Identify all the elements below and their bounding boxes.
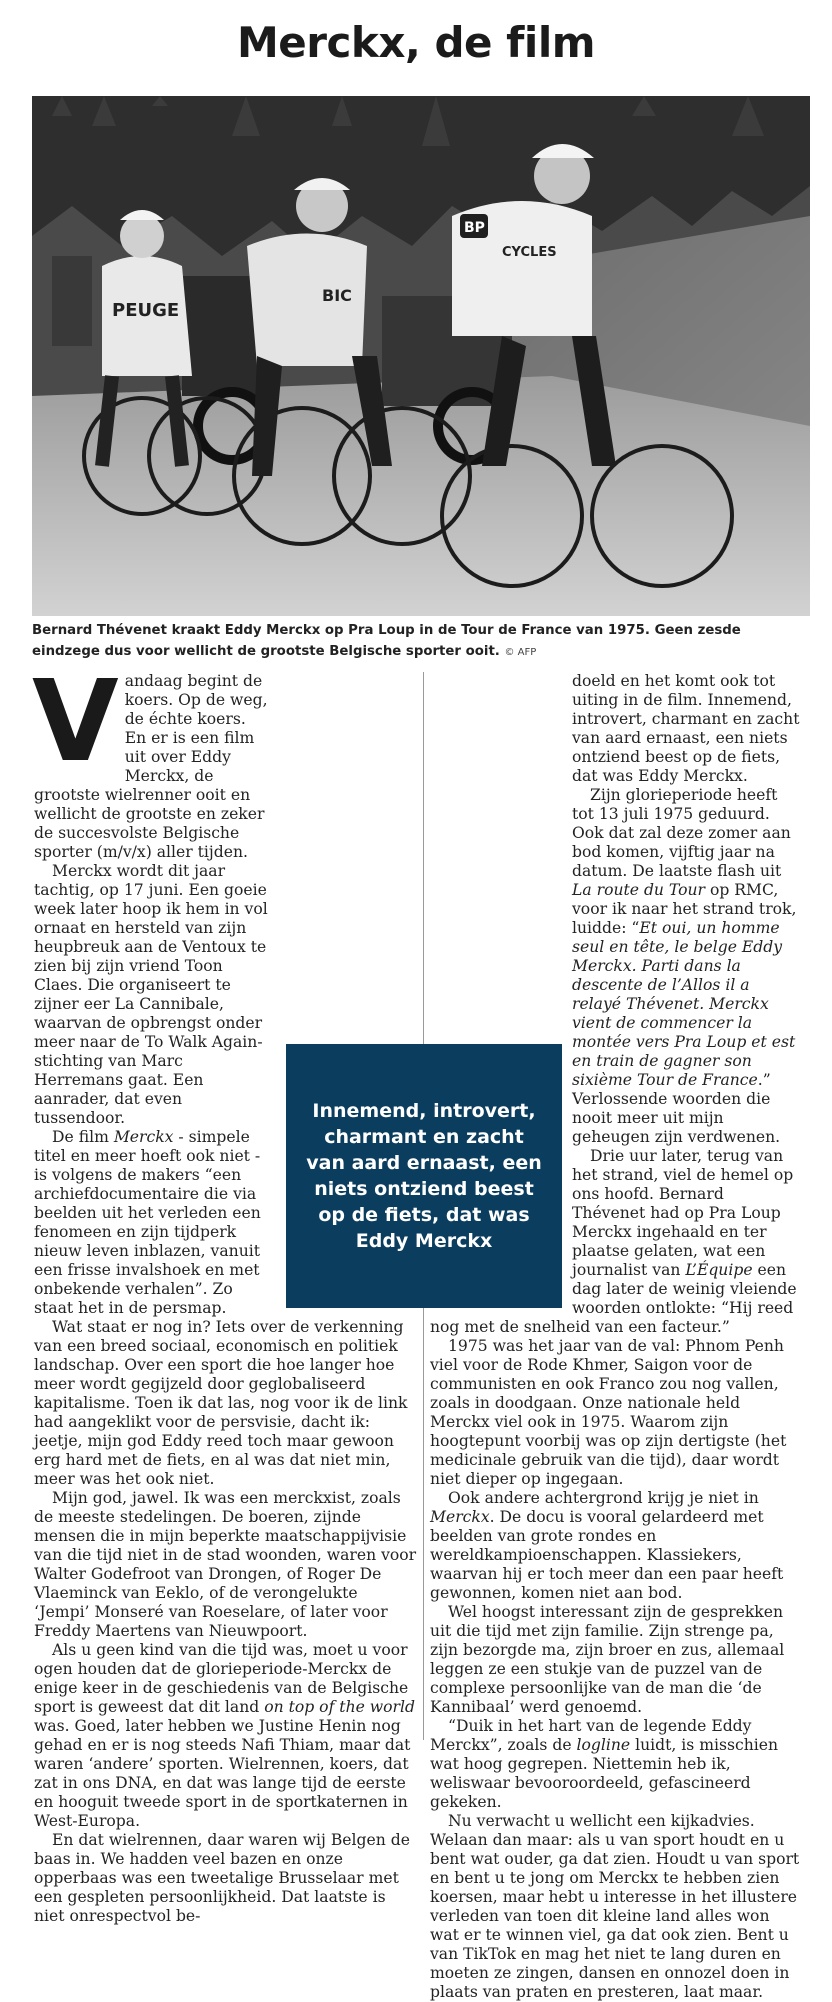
paragraph-2: Merckx wordt dit jaar tachtig, op 17 juni. Een goeie week later hoop ik hem in vol ornaat en hersteld van zijn heupbreuk aan de Ventoux te zien bij zijn vriend Toon Claes. Die organiseert te zijner eer La Cannibale, waarvan de opbrengst onder meer naar de To Walk Again-stichting van Marc Herremans gaat. Een aanrader, dat even tussendoor.	[34, 862, 268, 1127]
cycling-photo	[32, 96, 810, 616]
dropcap: V	[32, 657, 119, 787]
jersey-cycles: CYCLES	[502, 245, 557, 260]
pull-quote-text: Innemend, introvert, charmant en zacht van aard ernaast, een niets ontziend beest op de fiets, dat was Eddy Merckx	[306, 1100, 542, 1252]
paragraph-3: De film Merckx - simpele titel en meer hoeft ook niet - is volgens de makers “een archiefdocumentaire die via beelden uit het verleden een fenomeen en zijn tijdperk nieuw leven inblazen, vanuit een frisse invalshoek en met onbekende verhalen”. Zo staat het in de persmap.	[34, 1128, 261, 1317]
photo-caption	[32, 620, 810, 663]
jersey-peugeot: PEUGE	[112, 300, 180, 321]
paragraph-1: Vandaag begint de koers. Op de weg, de échte koers. En er is een film uit over Eddy Merckx, de grootste wielrenner ooit en wellicht de grootste en zeker de succesvolste Belgische sporter (m/v/x) aller tijden.	[32, 657, 268, 861]
paragraph-r8: Nu verwacht u wellicht een kijkadvies. Welaan dan maar: als u van sport houdt en u bent wat ouder, ga dat zien. Houdt u van sport en bent u te jong om Merckx te hebben zien koersen, maar hebt u interesse in het illustere verleden van toen dit kleine land alles won wat er te winnen viel, ga dat ook zien. Bent u van TikTok en mag het niet te lang duren en moeten ze zingen, dansen en onnozel doen in plaats van praten en presteren, laat maar.	[430, 1812, 800, 2001]
paragraph-r3: Drie uur later, terug van het strand, viel de hemel op ons hoofd. Bernard Thévenet had op Pra Loup Merckx ingehaald en ter plaatse gelaten, wat een journalist van L’Équipe een dag later de weinig vleiende woorden ontlokte: “Hij reed nog met de snelheid van een facteur.”	[430, 1147, 797, 1336]
paragraph-4: Wat staat er nog in? Iets over de verkenning van een breed sociaal, economisch en politiek landschap. Over een sport die hoe langer hoe meer wordt gegijzeld door geglobaliseerd kapitalisme. Toen ik dat las, nog voor ik de link had aangeklikt voor de persvisie, dacht ik: jeetje, mijn god Eddy reed toch maar gewoon erg hard met de fiets, en al was dat niet min, meer was het ook niet.	[34, 1318, 408, 1488]
paragraph-6: Als u geen kind van die tijd was, moet u voor ogen houden dat de glorieperiode-Merckx de enige keer in de geschiedenis van de Belgische sport is geweest dat dit land on top of the world was. Goed, later hebben we Justine Henin nog gehad en er is nog steeds Nafi Thiam, maar dat waren ‘andere’ sporten. Wielrennen, koers, dat zat in ons DNA, en dat was lange tijd de eerste en hooguit tweede sport in de sportkaternen in West-Europa.	[34, 1641, 415, 1830]
paragraph-r1: doeld en het komt ook tot uiting in de film. Innemend, introvert, charmant en zacht van aard ernaast, een niets ontziend beest op de fiets, dat was Eddy Merckx.	[572, 672, 800, 785]
caption-text: Bernard Thévenet kraakt Eddy Merckx op Pra Loup in de Tour de France van 1975. Geen zesde eindzege dus voor wellicht de grootste Belgische sporter ooit.	[32, 623, 741, 659]
article-column-right	[430, 672, 800, 2002]
paragraph-r7: “Duik in het hart van de legende Eddy Merckx”, zoals de logline luidt, is misschien wat hoog gegrepen. Niettemin heb ik, weliswaar bevooroordeeld, gefascineerd gekeken.	[430, 1717, 779, 1811]
paragraph-r5: Ook andere achtergrond krijg je niet in Merckx. De docu is vooral gelardeerd met beelden van grote rondes en wereldkampioenschappen. Klassiekers, waarvan hij er toch meer dan een paar heeft gewonnen, komen niet aan bod.	[430, 1489, 784, 1602]
paragraph-r2: Zijn glorieperiode heeft tot 13 juli 1975 geduurd. Ook dat zal deze zomer aan bod komen, vijftig jaar na datum. De laatste flash uit La route du Tour op RMC, voor ik naar het strand trok, luidde: “Et oui, un homme seul en tête, le belge Eddy Merckx. Parti dans la descente de l’Allos il a relayé Thévenet. Merckx vient de commencer la montée vers Pra Loup et est en train de gagner son sixième Tour de France.” Verlossende woorden die nooit meer uit mijn geheugen zijn verdwenen.	[572, 786, 797, 1146]
jersey-bp: BP	[464, 220, 485, 236]
headline: Merckx, de film	[237, 18, 595, 67]
paragraph-r6: Wel hoogst interessant zijn de gesprekken uit die tijd met zijn familie. Zijn strenge pa, zijn bezorgde ma, zijn broer en zus, allemaal leggen ze een stukje van de puzzel van de complexe persoonlijke van de man die ‘de Kannibaal’ werd genoemd.	[430, 1603, 785, 1716]
jersey-bic: BIC	[322, 286, 352, 305]
paragraph-7: En dat wielrennen, daar waren wij Belgen de baas in. We hadden veel bazen en onze opperbaas was een tweetalige Brusselaar met een gespleten persoonlijkheid. Dat laatste is niet onrespectvol be-	[34, 1831, 410, 1925]
paragraph-r4: 1975 was het jaar van de val: Phnom Penh viel voor de Rode Khmer, Saigon voor de communisten en ook Franco zou nog vallen, zoals in doodgaan. Onze nationale held Merckx viel ook in 1975. Waarom zijn hoogtepunt voorbij was op zijn dertigste (het medicinale gebruik van die tijd), daar wordt niet dieper op ingegaan.	[430, 1337, 787, 1488]
photo-credit: © AFP	[504, 647, 537, 658]
paragraph-5: Mijn god, jawel. Ik was een merckxist, zoals de meeste stedelingen. De boeren, zijnde mensen die in mijn beperkte maatschappijvisie van die tijd niet in de stad woonden, waren voor Walter Godefroot van Drongen, of Roger De Vlaeminck van Eeklo, of de verongelukte ‘Jempi’ Monseré van Roeselare, of later voor Freddy Maertens van Nieuwpoort.	[34, 1489, 417, 1640]
pull-quote	[286, 1044, 562, 1308]
